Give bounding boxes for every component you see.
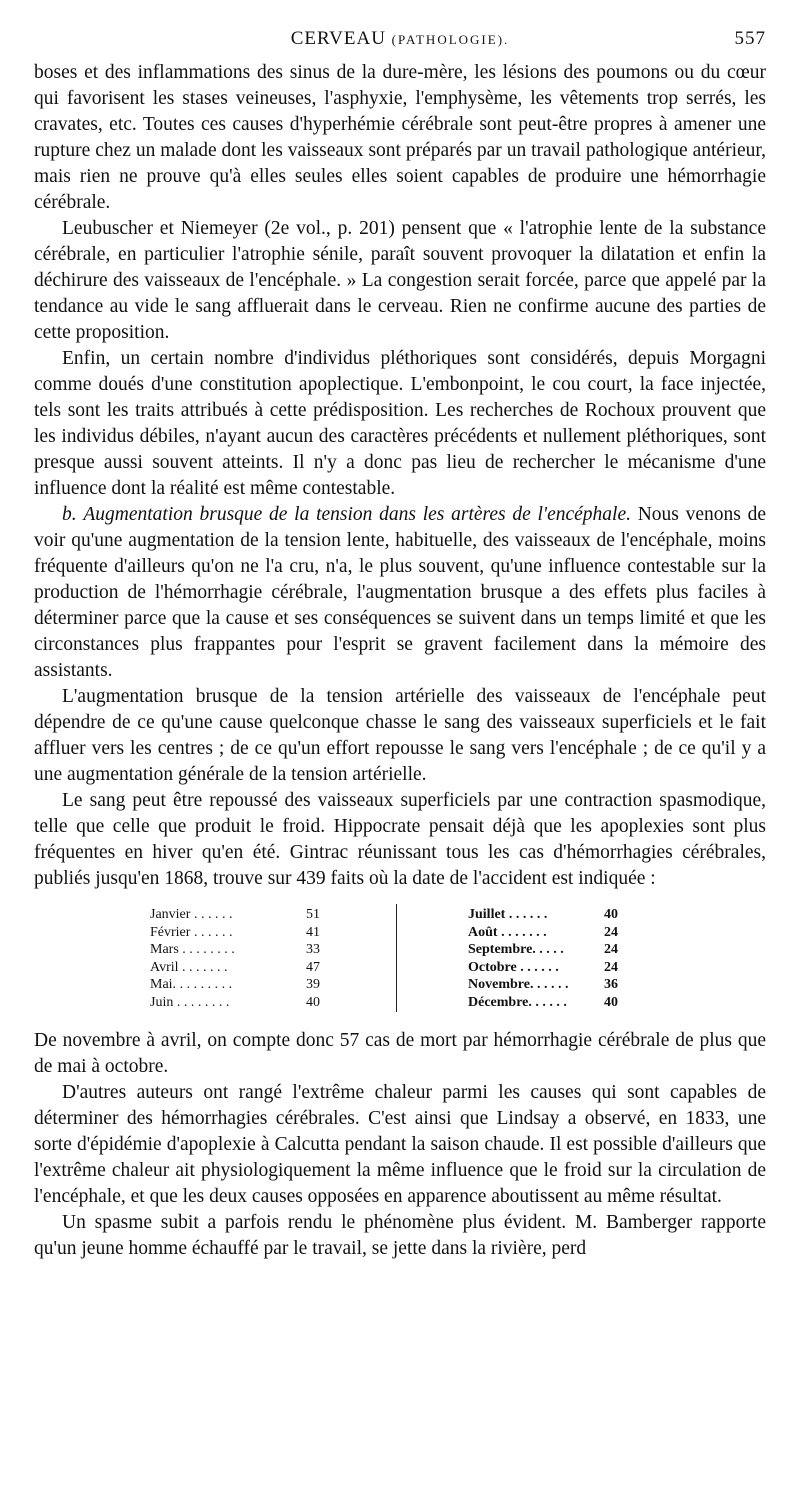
- table-row: [468, 906, 668, 924]
- case-count: 24: [604, 924, 618, 940]
- month-label: Avril . . . . . . .: [150, 959, 228, 975]
- section-b-paragraph: [34, 502, 766, 684]
- table-row: [468, 994, 668, 1012]
- case-count: 40: [306, 994, 320, 1010]
- paragraph-1: boses et des inflammations des sinus de la dure-mère, les lésions des poumons ou du cœur qui favorisent les stases veineuses, l'asphyxie, l'emphysème, les vêtements trop serrés, les cravates, etc. Toutes ces causes d'hyperhémie cérébrale sont peut-être propres à amener une rupture chez un malade dont les vaisseaux sont préparés par un travail pathologique antérieur, mais rien ne prouve qu'à elles seules elles soient capables de produire une hémorrhagie cérébrale.: [34, 62, 766, 213]
- running-header: [34, 28, 766, 58]
- paragraph-3: Enfin, un certain nombre d'individus pléthoriques sont considérés, depuis Morgagni comme doués d'une constitution apoplectique. L'embonpoint, le cou court, la face injectée, tels sont les traits attribués à cette prédisposition. Les recherches de Rochoux prouvent que les individus débiles, n'ayant aucun des caractères précédents et nullement pléthoriques, sont presque aussi souvent atteints. Il n'y a donc pas lieu de rechercher le mécanisme d'une influence dont la réalité est même contestable.: [34, 348, 766, 499]
- section-b-text: Nous venons de voir qu'une augmentation de la tension lente, habituelle, des vaisseaux de l'encéphale, moins fréquente d'ailleurs qu'on ne l'a cru, n'a, le plus souvent, qu'une influence contestable sur la production de l'hémorrhagie cérébrale, l'augmentation brusque a des effets plus faciles à déterminer parce que la cause et ses conséquences se suivent dans un temps limité et que les circonstances plus frappantes pour l'esprit se gravent facilement dans la mémoire des assistants.: [34, 504, 767, 681]
- month-label: Décembre. . . . . .: [468, 994, 567, 1010]
- section-b-heading: Augmentation brusque de la tension dans les artères de l'encéphale.: [83, 504, 631, 525]
- case-count: 24: [604, 959, 618, 975]
- header-title-main: CERVEAU: [290, 28, 386, 49]
- case-count: 51: [306, 907, 320, 922]
- month-label: Février . . . . . .: [150, 924, 233, 940]
- table-row: [468, 941, 668, 959]
- page-number: 557: [734, 28, 766, 49]
- case-count: 41: [306, 924, 320, 940]
- monthly-cases-table: [150, 904, 650, 1008]
- header-title: [34, 28, 766, 50]
- month-label: Septembre. . . . .: [468, 942, 564, 957]
- paragraph-4: L'augmentation brusque de la tension artérielle des vaisseaux de l'encéphale peut dépendre de ce qu'une cause quelconque chasse le sang des vaisseaux superficiels et le fait affluer vers les centres ; de ce qu'un effort repousse le sang vers l'encéphale ; de ce qu'il y a une augmentation générale de la tension artérielle.: [34, 686, 766, 785]
- paragraph-2: Leubuscher et Niemeyer (2e vol., p. 201) pensent que « l'atrophie lente de la substance cérébrale, en particulier l'atrophie sénile, paraît souvent provoquer la dilatation et enfin la déchirure des vaisseaux de l'encéphale. » La congestion serait forcée, parce que appelé par la tendance au vide le sang affluerait dans le cerveau. Rien ne confirme aucune des parties de cette proposition.: [34, 218, 766, 343]
- month-label: Mai. . . . . . . . .: [150, 977, 233, 992]
- table-row: [150, 941, 350, 959]
- table-row: [468, 976, 668, 994]
- table-row: [150, 994, 350, 1012]
- paragraph-5: Le sang peut être repoussé des vaisseaux superficiels par une contraction spasmodique, telle que celle que produit le froid. Hippocrate pensait déjà que les apoplexies sont plus fréquentes en hiver qu'en été. Gintrac réunissant tous les cas d'hémorrhagies cérébrales, publiés jusqu'en 1868, trouve sur 439 faits où la date de l'accident est indiquée :: [34, 790, 766, 889]
- paragraph-6: De novembre à avril, on compte donc 57 cas de mort par hémorrhagie cérébrale de plus que de mai à octobre.: [34, 1030, 766, 1077]
- page-body: [34, 60, 766, 1262]
- table-row: [150, 959, 350, 977]
- case-count: 40: [604, 994, 618, 1010]
- table-row: [150, 924, 350, 942]
- case-count: 39: [306, 977, 320, 992]
- case-count: 40: [604, 907, 618, 922]
- case-count: 24: [604, 942, 618, 957]
- case-count: 33: [306, 942, 320, 957]
- month-label: Novembre. . . . . .: [468, 977, 569, 992]
- month-label: Mars . . . . . . . .: [150, 942, 235, 957]
- table-row: [150, 906, 350, 924]
- paragraph-7: D'autres auteurs ont rangé l'extrême chaleur parmi les causes qui sont capables de déterminer des hémorrhagies cérébrales. C'est ainsi que Lindsay a observé, en 1833, une sorte d'épidémie d'apoplexie à Calcutta pendant la saison chaude. Il est possible d'ailleurs que l'extrême chaleur ait physiologiquement la même influence que le froid sur la circulation de l'encéphale, et que les deux causes opposées en apparence aboutissent au même résultat.: [34, 1082, 766, 1207]
- section-b-label: b.: [62, 504, 77, 525]
- table-divider: [396, 904, 397, 1012]
- table-row: [468, 924, 668, 942]
- table-column-left: [150, 906, 350, 1011]
- case-count: 36: [604, 977, 618, 992]
- table-row: [150, 976, 350, 994]
- header-title-sub: (PATHOLOGIE).: [391, 32, 510, 47]
- case-count: 47: [306, 959, 320, 975]
- month-label: Janvier . . . . . .: [150, 907, 233, 922]
- table-row: [468, 959, 668, 977]
- table-column-right: [468, 906, 668, 1011]
- month-label: Juillet . . . . . .: [468, 907, 548, 922]
- month-label: Juin . . . . . . . .: [150, 994, 230, 1010]
- month-label: Août . . . . . . .: [468, 924, 547, 940]
- month-label: Octobre . . . . . .: [468, 959, 559, 975]
- paragraph-8: Un spasme subit a parfois rendu le phénomène plus évident. M. Bamberger rapporte qu'un jeune homme échauffé par le travail, se jette dans la rivière, perd: [34, 1212, 766, 1259]
